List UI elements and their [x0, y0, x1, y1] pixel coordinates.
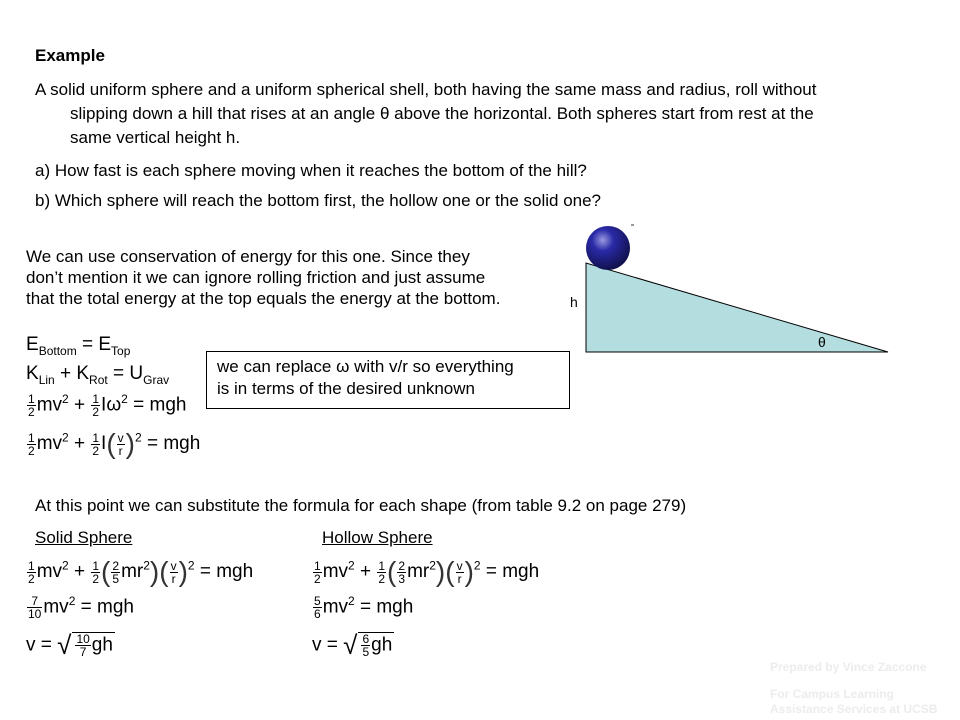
note-line-2: is in terms of the desired unknown: [217, 379, 475, 398]
energy-expanded-equation: $\frac{1}{2}$ $mv^2$ + $\frac{1}{2}$ $I\omega^2$ = mgh: [28, 391, 187, 419]
hollow-energy-equation: $\frac{1}{2}$ $mv^2$ + $\frac{1}{2}$ ( $\frac{2}{3}$ $mr^2$)( $\frac{v}{r}$ )$^2$ = mgh: [314, 556, 540, 587]
solid-simplified-equation: $\frac{7}{10}$ $mv^2$ = mgh: [28, 593, 134, 621]
incline-ramp: [586, 263, 888, 352]
kinetic-equation: $K_{Lin} + K_{Rot} = U_{Grav}$: [26, 363, 170, 387]
hollow-velocity-result: v = √ $\frac{6}{5}$ gh: [312, 630, 393, 660]
credit-line-1: Prepared by Vince Zaccone: [770, 660, 927, 674]
problem-line-1: A solid uniform sphere and a uniform spherical shell, both having the same mass and radius, roll without: [35, 80, 817, 99]
angle-label: θ: [818, 334, 826, 350]
problem-line-3: same vertical height h.: [70, 128, 241, 147]
substitution-text: At this point we can substitute the formula for each shape (from table 9.2 on page 279): [35, 496, 687, 515]
explanation-line-2: don’t mention it we can ignore rolling friction and just assume: [26, 268, 486, 287]
solid-sphere-title: Solid Sphere: [35, 528, 133, 547]
question-b: b) Which sphere will reach the bottom first, the hollow one or the solid one?: [35, 191, 602, 210]
credit-line-3: Assistance Services at UCSB: [770, 702, 938, 716]
incline-diagram: [560, 215, 900, 360]
energy-substituted-equation: $\frac{1}{2}$ $mv^2$ + $\frac{1}{2}$ I( $\frac{v}{r}$ )$^2$ = mgh: [28, 428, 201, 459]
explanation-line-1: We can use conservation of energy for this one. Since they: [26, 247, 470, 266]
hollow-simplified-equation: $\frac{5}{6}$ $mv^2$ = mgh: [314, 593, 414, 621]
height-label: h: [570, 294, 578, 310]
question-a: a) How fast is each sphere moving when it reaches the bottom of the hill?: [35, 161, 587, 180]
hollow-sphere-title: Hollow Sphere: [322, 528, 433, 547]
credit-line-2: For Campus Learning: [770, 687, 895, 701]
problem-line-2: slipping down a hill that rises at an angle θ above the horizontal. Both spheres start from rest at the: [70, 104, 814, 123]
credits: [770, 660, 937, 717]
example-heading: Example: [35, 46, 105, 65]
sphere-ball: [586, 226, 630, 270]
problem-statement: [35, 78, 935, 150]
explanation-line-3: that the total energy at the top equals the energy at the bottom.: [26, 289, 501, 308]
note-box: [206, 351, 570, 409]
note-line-1: we can replace ω with v/r so everything: [217, 357, 514, 376]
solid-energy-equation: $\frac{1}{2}$ $mv^2$ + $\frac{1}{2}$ ( $\frac{2}{5}$ $mr^2$)( $\frac{v}{r}$ )$^2$ = mgh: [28, 556, 254, 587]
solid-velocity-result: v = √ $\frac{10}{7}$ gh: [26, 630, 113, 660]
explanation: [26, 246, 500, 309]
energy-equation: $E_{Bottom} = E_{Top}$: [26, 334, 131, 358]
